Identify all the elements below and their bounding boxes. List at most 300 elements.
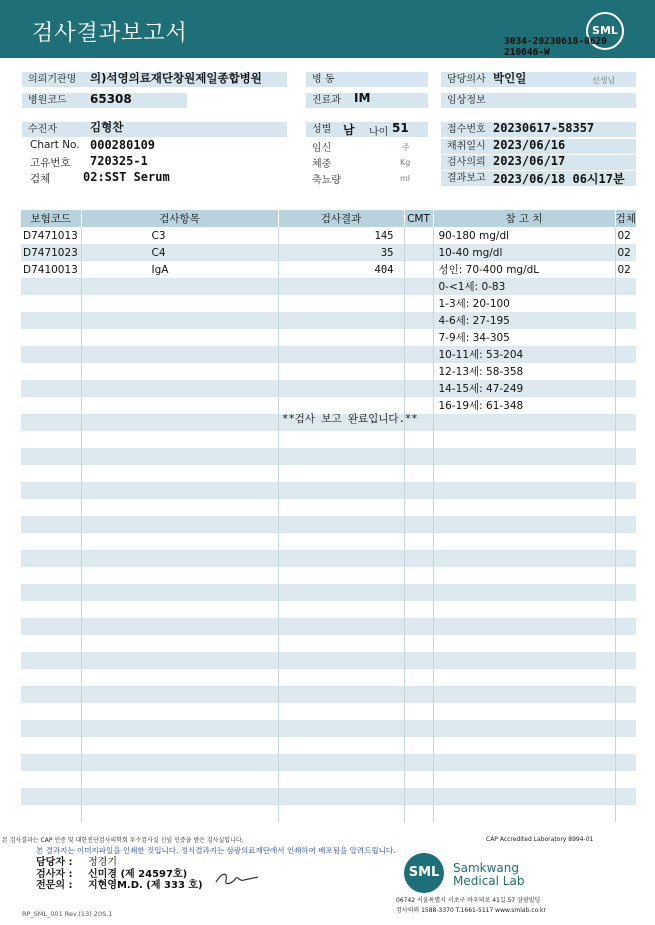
insurance-code-cell [21,788,81,805]
insurance-code-cell: D7410013 [21,261,81,278]
company-name-line2: Medical Lab [453,874,525,888]
test-item-cell [81,363,278,380]
specimen-cell [615,431,636,448]
insurance-code-cell [21,737,81,754]
examiner-label: 검사자 : [36,869,73,880]
results-header-row [21,210,636,227]
result-cell [278,567,404,584]
reference-cell: 10-11세: 53-204 [433,346,615,363]
doctor-label: 담당의사 [447,74,486,85]
test-item-cell [81,431,278,448]
reference-cell [433,771,615,788]
test-item-cell [81,533,278,550]
reference-cell: 4-6세: 27-195 [433,312,615,329]
insurance-code-cell: D7471023 [21,244,81,261]
specimen-cell [615,397,636,414]
result-cell [278,737,404,754]
insurance-code-cell [21,278,81,295]
result-cell [278,448,404,465]
insurance-code-cell [21,465,81,482]
reference-cell: 성인: 70-400 mg/dL [433,261,615,278]
blank-row [21,618,636,635]
company-contact: 검사의뢰 1588-3370 T.1661-5117 www.smlab.co.kr [396,907,546,914]
cmt-cell [404,312,433,329]
document-number-line1: 3034-20230618-0620 [504,36,607,47]
cmt-cell [404,295,433,312]
test-item-cell [81,516,278,533]
test-item-cell [81,397,278,414]
col-reference: 참 고 치 [433,210,615,227]
reference-cell [433,533,615,550]
specimen-cell [615,516,636,533]
specimen-cell [615,448,636,465]
sml-logo-icon: SML [586,12,624,50]
signature-image [214,868,260,888]
specimen-cell [615,618,636,635]
result-cell [278,380,404,397]
blank-row [21,482,636,499]
blank-row [21,567,636,584]
insurance-code-cell [21,414,81,431]
cmt-cell [404,669,433,686]
insurance-code-cell [21,567,81,584]
reference-cell: 12-13세: 58-358 [433,363,615,380]
cmt-cell [404,737,433,754]
specimen-cell [615,482,636,499]
specimen-cell [615,499,636,516]
result-cell [278,601,404,618]
insurance-code-cell [21,363,81,380]
insurance-code-cell [21,448,81,465]
sex-label: 성별 [312,124,332,135]
test-item-cell [81,771,278,788]
test-item-cell [81,652,278,669]
table-row [21,346,636,363]
hospcode-value: 65308 [90,92,132,106]
test-item-cell [81,737,278,754]
report-time-label: 결과보고 [447,173,486,184]
ward-label-box [306,72,428,87]
reference-cell [433,720,615,737]
test-item-cell [81,499,278,516]
weight-label: 체중 [312,159,332,170]
test-item-cell: C3 [81,227,278,244]
test-item-cell [81,346,278,363]
patient-value: 김형찬 [90,120,124,134]
cmt-cell [404,261,433,278]
weight-unit: Kg [400,158,411,167]
specimen-cell [615,771,636,788]
cmt-cell [404,550,433,567]
result-cell [278,482,404,499]
result-cell [278,754,404,771]
test-item-cell [81,414,278,431]
table-row [21,227,636,244]
id-label: 고유번호 [30,157,71,169]
specimen-cell [615,754,636,771]
test-item-cell [81,635,278,652]
cmt-cell [404,244,433,261]
specimen-cell [615,465,636,482]
reference-cell [433,601,615,618]
blank-row [21,720,636,737]
insurance-code-cell [21,652,81,669]
document-number [504,36,607,58]
result-cell [278,584,404,601]
specimen-cell [615,737,636,754]
reference-cell: 90-180 mg/dl [433,227,615,244]
reference-cell [433,567,615,584]
result-cell [278,652,404,669]
results-table [21,210,636,822]
dept-label: 진료과 [312,95,341,106]
report-title: 검사결과보고서 [32,21,188,46]
sex-age-label-box [306,122,428,137]
reference-cell [433,737,615,754]
result-cell [278,363,404,380]
blank-row [21,754,636,771]
test-item-cell [81,448,278,465]
result-cell [278,295,404,312]
specimen-cell [615,278,636,295]
clinical-label-box [441,93,636,108]
test-item-cell: IgA [81,261,278,278]
result-cell: 35 [278,244,404,261]
specimen-cell [615,567,636,584]
age-value: 51 [392,121,409,135]
reference-cell: 0-<1세: 0-83 [433,278,615,295]
table-row [21,380,636,397]
cmt-cell [404,652,433,669]
preg-label: 임신 [312,143,332,154]
result-cell [278,516,404,533]
specimen-value: 02:SST Serum [83,170,170,184]
test-item-cell [81,788,278,805]
result-cell [278,669,404,686]
specimen-cell [615,686,636,703]
blank-row [21,771,636,788]
result-cell [278,618,404,635]
specimen-cell [615,601,636,618]
reference-cell [433,482,615,499]
result-cell [278,465,404,482]
cmt-cell [404,363,433,380]
test-item-cell [81,278,278,295]
blank-row [21,448,636,465]
reference-cell [433,550,615,567]
doctor-suffix: 선생님 [592,76,616,85]
test-item-cell [81,550,278,567]
company-logo-icon: SML [404,853,444,893]
result-cell [278,431,404,448]
col-insurance-code: 보험코드 [21,210,81,227]
cmt-cell [404,227,433,244]
test-item-cell [81,686,278,703]
table-row [21,261,636,278]
cmt-cell [404,686,433,703]
reference-cell: 1-3세: 20-100 [433,295,615,312]
request-value: 2023/06/17 [493,154,566,168]
specimen-cell [615,346,636,363]
cmt-cell [404,788,433,805]
table-row [21,278,636,295]
hospital-value: 의)석영의료재단창원제일종합병원 [90,71,262,85]
reference-cell [433,703,615,720]
cmt-cell [404,754,433,771]
insurance-code-cell [21,771,81,788]
insurance-code-cell [21,482,81,499]
test-item-cell [81,720,278,737]
hospcode-label: 병원코드 [28,95,67,106]
urine-unit: ml [400,174,411,183]
test-item-cell [81,567,278,584]
result-cell [278,805,404,822]
result-cell [278,533,404,550]
insurance-code-cell [21,499,81,516]
dept-value: IM [354,91,371,105]
blank-row [21,635,636,652]
insurance-code-cell [21,584,81,601]
insurance-code-cell [21,669,81,686]
preg-unit: 주 [402,143,410,152]
blank-row [21,584,636,601]
reference-cell [433,652,615,669]
chart-label: Chart No. [30,139,80,151]
specimen-cell: 02 [617,263,631,276]
result-cell [278,278,404,295]
insurance-code-cell [21,550,81,567]
urine-label: 축뇨량 [312,175,341,186]
blank-row [21,550,636,567]
result-cell [278,686,404,703]
blank-row [21,703,636,720]
document-number-line2: 210046-W [504,47,550,58]
reference-cell [433,499,615,516]
test-item-cell [81,312,278,329]
blank-row [21,533,636,550]
cmt-cell [404,703,433,720]
id-value: 720325-1 [90,154,148,168]
insurance-code-cell [21,601,81,618]
cmt-cell [404,720,433,737]
test-item-cell [81,584,278,601]
insurance-code-cell [21,754,81,771]
test-item-cell [81,380,278,397]
reference-cell [433,635,615,652]
age-label: 나이 [369,127,389,138]
col-specimen: 검체 [615,210,636,227]
printout-notice: 본 결과지는 이미지파일을 인쇄한 것입니다. 정식결과지는 삼광의료재단에서 인쇄하여 배포됨을 알려드립니다. [36,846,396,855]
test-item-cell [81,618,278,635]
cmt-cell [404,278,433,295]
clinical-label: 임상정보 [447,95,486,106]
reference-cell: 16-19세: 61-348 [433,397,615,414]
reference-cell [433,805,615,822]
result-cell [278,329,404,346]
cmt-cell [404,567,433,584]
insurance-code-cell [21,635,81,652]
specimen-cell [615,652,636,669]
reporter-value: 정경기 [88,857,117,868]
table-row [21,244,636,261]
result-cell: 145 [278,227,404,244]
cmt-cell [404,431,433,448]
reference-cell: 10-40 mg/dl [433,244,615,261]
specimen-cell [615,380,636,397]
result-cell [278,499,404,516]
insurance-code-cell [21,312,81,329]
cmt-cell [404,601,433,618]
insurance-code-cell [21,618,81,635]
table-row [21,329,636,346]
specimen-cell [615,550,636,567]
doctor-value: 박인일 [493,71,527,85]
company-address: 06742 서울특별시 서초구 바우뫼로 41길 57 삼광빌딩 [396,897,541,904]
specimen-cell [615,295,636,312]
reference-cell [433,465,615,482]
form-code: RP_SML_001 Rev.(13) 20S.1 [22,910,113,918]
cmt-cell [404,482,433,499]
insurance-code-cell [21,686,81,703]
blank-row [21,686,636,703]
cmt-cell [404,805,433,822]
completion-note: **검사 보고 완료입니다.** [282,413,418,425]
collect-value: 2023/06/16 [493,138,566,152]
patient-label: 수진자 [28,124,57,135]
specimen-cell [615,703,636,720]
blank-row [21,788,636,805]
col-cmt: CMT [404,210,433,227]
test-item-cell: C4 [81,244,278,261]
test-item-cell [81,703,278,720]
specimen-cell [615,788,636,805]
cmt-cell [404,380,433,397]
blank-row [21,431,636,448]
specimen-cell [615,669,636,686]
result-cell [278,635,404,652]
specimen-cell: 02 [615,244,636,261]
hospital-label: 의뢰기관명 [28,74,77,85]
examiner-value: 신미경 (제 24597호) [88,869,188,880]
cap-accreditation: CAP Accredited Laboratory 8994-01 [486,836,594,843]
insurance-code-cell: D7471013 [21,227,81,244]
table-row [21,295,636,312]
insurance-code-cell [21,720,81,737]
blank-row [21,516,636,533]
company-name-line1: Samkwang [453,861,519,875]
specimen-cell [615,533,636,550]
cmt-cell [404,533,433,550]
blank-row [21,652,636,669]
test-item-cell [81,754,278,771]
specimen-label: 검체 [30,173,51,185]
reference-cell [433,669,615,686]
cmt-cell [404,618,433,635]
request-label: 검사의뢰 [447,157,486,168]
insurance-code-cell [21,431,81,448]
blank-row [21,737,636,754]
reporter-label: 담당자 : [36,857,73,868]
specimen-cell: 02 [617,229,631,242]
blank-row [21,601,636,618]
insurance-code-cell [21,397,81,414]
cmt-cell [404,516,433,533]
ward-label: 병 동 [312,74,335,85]
specimen-cell [615,363,636,380]
test-item-cell [81,465,278,482]
specimen-cell [615,329,636,346]
receipt-label: 접수번호 [447,124,486,135]
reference-cell: 7-9세: 34-305 [433,329,615,346]
results-body [21,227,636,822]
insurance-code-cell [21,346,81,363]
cmt-cell [404,771,433,788]
result-cell [278,346,404,363]
blank-row [21,465,636,482]
chart-value: 000280109 [90,138,156,152]
result-cell [278,788,404,805]
specimen-cell [615,805,636,822]
result-cell [278,550,404,567]
cmt-cell [404,448,433,465]
collect-label: 채취일시 [447,141,486,152]
sex-value: 남 [343,123,355,137]
report-time-value: 2023/06/18 06시17분 [493,172,625,186]
blank-row [21,499,636,516]
specialist-label: 전문의 : [36,880,73,891]
col-result: 검사결과 [278,210,404,227]
cmt-cell [404,499,433,516]
table-row [21,363,636,380]
insurance-code-cell [21,533,81,550]
reference-cell [433,754,615,771]
reference-cell [433,431,615,448]
reference-cell [433,788,615,805]
insurance-code-cell [21,295,81,312]
specimen-cell [615,584,636,601]
reference-cell [433,448,615,465]
reference-cell [433,414,615,431]
specimen-cell [615,414,636,431]
blank-row [21,805,636,822]
cmt-cell [404,584,433,601]
result-cell: 404 [278,261,404,278]
result-cell [278,771,404,788]
col-test-item: 검사항목 [81,210,278,227]
reference-cell [433,516,615,533]
specimen-cell [615,635,636,652]
receipt-value: 20230617-58357 [493,121,595,135]
insurance-code-cell [21,805,81,822]
test-item-cell [81,295,278,312]
reference-cell: 14-15세: 47-249 [433,380,615,397]
company-name [453,862,524,888]
insurance-code-cell [21,516,81,533]
insurance-code-cell [21,380,81,397]
blank-row [21,669,636,686]
test-item-cell [81,482,278,499]
cmt-cell [404,465,433,482]
table-row [21,312,636,329]
reference-cell [433,584,615,601]
specialist-value: 지현영M.D. (제 333 호) [88,880,203,891]
reference-cell [433,686,615,703]
test-item-cell [81,669,278,686]
result-cell [278,312,404,329]
insurance-code-cell [21,329,81,346]
reference-cell [433,618,615,635]
test-item-cell [81,805,278,822]
